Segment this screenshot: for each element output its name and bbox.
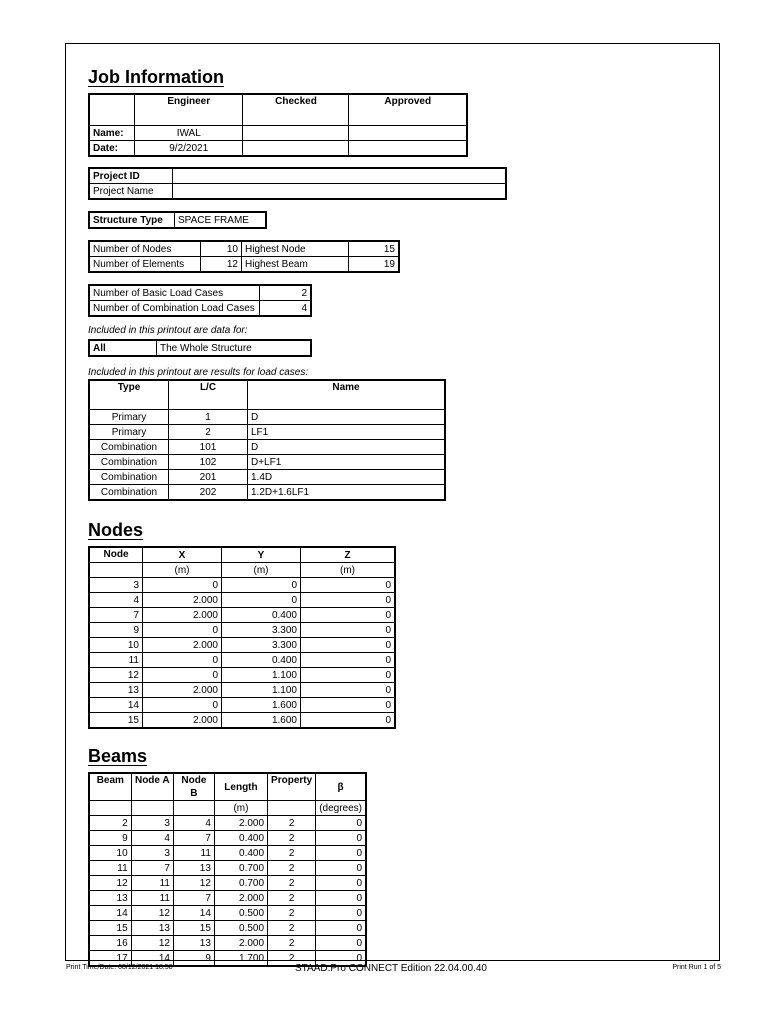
beam-row	[89, 891, 366, 906]
beam-row	[89, 831, 366, 846]
beta-unit: (degrees)	[316, 801, 366, 816]
loadcase-row	[89, 470, 445, 485]
beams-table	[88, 772, 367, 967]
loadcase-counts-table	[88, 284, 312, 317]
structure-type-table	[88, 211, 267, 229]
basic-loadcases-count: 2	[260, 285, 312, 301]
node-row-cell: 0	[301, 653, 396, 668]
beam-row-cell: 15	[89, 921, 131, 936]
beam-row-cell: 0	[316, 921, 366, 936]
job-info-table	[88, 93, 468, 157]
node-row-cell: 7	[89, 608, 143, 623]
combination-loadcases-count: 4	[260, 301, 312, 317]
beam-row-cell: 12	[131, 936, 173, 951]
beam-row-cell: 0	[316, 861, 366, 876]
node-row-cell: 0	[301, 668, 396, 683]
node-row-cell: 12	[89, 668, 143, 683]
beam-row-cell: 14	[131, 951, 173, 967]
beam-row-cell: 17	[89, 951, 131, 967]
beam-row-cell: 2	[268, 891, 316, 906]
node-row-cell: 0	[143, 623, 222, 638]
beam-row-cell: 7	[173, 831, 214, 846]
combination-loadcases-label: Number of Combination Load Cases	[89, 301, 260, 317]
beam-row	[89, 846, 366, 861]
loadcase-row-cell: LF1	[248, 425, 446, 440]
beam-row-cell: 12	[89, 876, 131, 891]
beam-row-cell: 11	[89, 861, 131, 876]
loadcase-row	[89, 455, 445, 470]
beam-row-cell: 13	[173, 861, 214, 876]
highest-beam: 19	[349, 257, 400, 273]
x-header: X	[143, 547, 222, 563]
node-row	[89, 638, 395, 653]
length-unit: (m)	[214, 801, 267, 816]
node-row-cell: 11	[89, 653, 143, 668]
node-row	[89, 608, 395, 623]
y-unit: (m)	[222, 563, 301, 578]
nodes-count: 10	[201, 241, 242, 257]
node-row	[89, 713, 395, 729]
loadcase-row-cell: Primary	[89, 410, 169, 425]
node-row	[89, 683, 395, 698]
node-row-cell: 3	[89, 578, 143, 593]
loadcase-row-cell: Combination	[89, 485, 169, 501]
loadcase-row	[89, 485, 445, 501]
node-row-cell: 0	[222, 593, 301, 608]
x-unit: (m)	[143, 563, 222, 578]
beam-row-cell: 15	[173, 921, 214, 936]
beam-row-cell: 0	[316, 816, 366, 831]
y-header: Y	[222, 547, 301, 563]
beam-row-cell: 0	[316, 891, 366, 906]
beam-row	[89, 906, 366, 921]
node-row-cell: 0.400	[222, 653, 301, 668]
beam-row-cell: 13	[131, 921, 173, 936]
beam-row	[89, 936, 366, 951]
beam-row-cell: 0.500	[214, 906, 267, 921]
beam-row-cell: 12	[131, 906, 173, 921]
node-a-header: Node A	[131, 773, 173, 801]
node-row-cell: 14	[89, 698, 143, 713]
beam-row-cell: 0	[316, 906, 366, 921]
node-row-cell: 0	[301, 713, 396, 729]
loadcase-table	[88, 379, 446, 501]
node-b-header: Node B	[173, 773, 214, 801]
beam-row-cell: 0	[316, 951, 366, 967]
node-row	[89, 698, 395, 713]
beam-row-cell: 12	[173, 876, 214, 891]
beam-row-cell: 9	[89, 831, 131, 846]
property-header: Property	[268, 773, 316, 801]
date-label: Date:	[89, 141, 135, 157]
loadcase-row-cell: 102	[169, 455, 248, 470]
approved-header: Approved	[349, 94, 467, 126]
print-run: Print Run 1 of 5	[672, 964, 721, 971]
project-name-label: Project Name	[89, 184, 173, 200]
beam-row-cell: 2.000	[214, 816, 267, 831]
node-row-cell: 3.300	[222, 638, 301, 653]
node-row	[89, 623, 395, 638]
node-row-cell: 0	[143, 653, 222, 668]
beam-row-cell: 2.000	[214, 936, 267, 951]
included-data-table	[88, 339, 312, 357]
node-row-cell: 0	[301, 683, 396, 698]
length-header: Length	[214, 773, 267, 801]
beam-row-cell: 2	[268, 831, 316, 846]
beam-row-cell: 14	[173, 906, 214, 921]
elements-count-label: Number of Elements	[89, 257, 201, 273]
beam-row-cell: 2	[268, 951, 316, 967]
node-row-cell: 9	[89, 623, 143, 638]
counts-table	[88, 240, 400, 273]
nodes-count-label: Number of Nodes	[89, 241, 201, 257]
loadcase-row-cell: D	[248, 410, 446, 425]
beam-row-cell: 13	[89, 891, 131, 906]
project-id-label: Project ID	[89, 168, 173, 184]
name-label: Name:	[89, 126, 135, 141]
node-header: Node	[89, 547, 143, 563]
loadcase-row	[89, 410, 445, 425]
loadcase-row-cell: 101	[169, 440, 248, 455]
beam-row-cell: 0.400	[214, 846, 267, 861]
beam-row-cell: 2	[268, 936, 316, 951]
beam-row-cell: 3	[131, 846, 173, 861]
structure-type-label: Structure Type	[89, 212, 175, 228]
loadcase-row-cell: 2	[169, 425, 248, 440]
beam-row	[89, 876, 366, 891]
beam-row-cell: 0.500	[214, 921, 267, 936]
engineer-name: IWAL	[135, 126, 243, 141]
beam-row-cell: 2	[268, 906, 316, 921]
node-row-cell: 13	[89, 683, 143, 698]
beam-row-cell: 10	[89, 846, 131, 861]
node-row-cell: 4	[89, 593, 143, 608]
beam-row-cell: 9	[173, 951, 214, 967]
beam-row-cell: 16	[89, 936, 131, 951]
basic-loadcases-label: Number of Basic Load Cases	[89, 285, 260, 301]
node-row-cell: 0	[301, 608, 396, 623]
beam-row-cell: 2	[268, 846, 316, 861]
node-row	[89, 593, 395, 608]
node-row-cell: 2.000	[143, 593, 222, 608]
project-id-value	[173, 168, 507, 184]
type-header: Type	[89, 380, 169, 410]
node-row-cell: 0	[222, 578, 301, 593]
highest-node: 15	[349, 241, 400, 257]
loadcase-row-cell: Combination	[89, 470, 169, 485]
beam-row-cell: 0.400	[214, 831, 267, 846]
beam-header: Beam	[89, 773, 131, 801]
node-row-cell: 2.000	[143, 608, 222, 623]
node-row-cell: 1.100	[222, 683, 301, 698]
node-row-cell: 0	[143, 578, 222, 593]
beam-row-cell: 11	[173, 846, 214, 861]
loadcase-row-cell: 1.4D	[248, 470, 446, 485]
z-header: Z	[301, 547, 396, 563]
beam-row-cell: 11	[131, 876, 173, 891]
name-header: Name	[248, 380, 446, 410]
loadcase-row-cell: 1.2D+1.6LF1	[248, 485, 446, 501]
nodes-table	[88, 546, 396, 729]
node-row-cell: 2.000	[143, 638, 222, 653]
print-time: Print Time/Date: 08/12/2021 18:58	[66, 964, 173, 971]
beam-row-cell: 2	[268, 876, 316, 891]
node-row-cell: 0	[301, 638, 396, 653]
all-label: All	[89, 340, 157, 356]
loadcase-row-cell: 201	[169, 470, 248, 485]
loadcase-row	[89, 440, 445, 455]
beam-row-cell: 4	[173, 816, 214, 831]
beam-row-cell: 0	[316, 936, 366, 951]
node-row-cell: 3.300	[222, 623, 301, 638]
beam-row-cell: 0	[316, 846, 366, 861]
beam-row-cell: 0.700	[214, 861, 267, 876]
node-row-cell: 2.000	[143, 713, 222, 729]
node-row-cell: 0	[301, 623, 396, 638]
node-row-cell: 0	[143, 698, 222, 713]
structure-type-value: SPACE FRAME	[175, 212, 267, 228]
engineer-header: Engineer	[135, 94, 243, 126]
beam-row-cell: 13	[173, 936, 214, 951]
job-info-title: Job Information	[88, 67, 224, 87]
loadcase-row-cell: 1	[169, 410, 248, 425]
beam-row	[89, 921, 366, 936]
beam-row-cell: 2	[268, 921, 316, 936]
loadcase-row-cell: Primary	[89, 425, 169, 440]
node-row-cell: 0	[301, 698, 396, 713]
beam-row	[89, 861, 366, 876]
loadcase-row-cell: D	[248, 440, 446, 455]
node-row-cell: 1.600	[222, 713, 301, 729]
beam-row-cell: 7	[173, 891, 214, 906]
project-name-value	[173, 184, 507, 200]
node-row-cell: 0	[143, 668, 222, 683]
node-row-cell: 1.600	[222, 698, 301, 713]
beta-header: β	[316, 773, 366, 801]
z-unit: (m)	[301, 563, 396, 578]
beam-row-cell: 1.700	[214, 951, 267, 967]
loadcase-row-cell: Combination	[89, 455, 169, 470]
beam-row-cell: 11	[131, 891, 173, 906]
beam-row-cell: 2	[268, 861, 316, 876]
elements-count: 12	[201, 257, 242, 273]
beam-row-cell: 0.700	[214, 876, 267, 891]
loadcase-row-cell: D+LF1	[248, 455, 446, 470]
beam-row-cell: 2	[89, 816, 131, 831]
highest-node-label: Highest Node	[242, 241, 349, 257]
node-row-cell: 10	[89, 638, 143, 653]
node-row	[89, 668, 395, 683]
beam-row-cell: 2	[268, 816, 316, 831]
node-row-cell: 0.400	[222, 608, 301, 623]
node-row-cell: 0	[301, 593, 396, 608]
node-row-cell: 15	[89, 713, 143, 729]
beam-row-cell: 0	[316, 876, 366, 891]
beam-row-cell: 2.000	[214, 891, 267, 906]
node-row-cell: 0	[301, 578, 396, 593]
beam-row-cell: 14	[89, 906, 131, 921]
checked-header: Checked	[243, 94, 349, 126]
node-row-cell: 1.100	[222, 668, 301, 683]
beam-row-cell: 7	[131, 861, 173, 876]
beam-row-cell: 4	[131, 831, 173, 846]
loadcase-row-cell: Combination	[89, 440, 169, 455]
beam-row	[89, 816, 366, 831]
all-value: The Whole Structure	[157, 340, 312, 356]
engineer-date: 9/2/2021	[135, 141, 243, 157]
loadcase-row	[89, 425, 445, 440]
nodes-title: Nodes	[88, 520, 144, 540]
included-results-text: Included in this printout are results for load cases:	[88, 367, 309, 378]
included-data-text: Included in this printout are data for:	[88, 325, 248, 336]
node-row	[89, 578, 395, 593]
node-row	[89, 653, 395, 668]
product-name: STAAD.Pro CONNECT Edition 22.04.00.40	[295, 963, 487, 974]
highest-beam-label: Highest Beam	[242, 257, 349, 273]
beam-row-cell: 3	[131, 816, 173, 831]
beams-title: Beams	[88, 746, 148, 766]
project-table	[88, 167, 507, 200]
node-row-cell: 2.000	[143, 683, 222, 698]
loadcase-row-cell: 202	[169, 485, 248, 501]
beam-row-cell: 0	[316, 831, 366, 846]
lc-header: L/C	[169, 380, 248, 410]
